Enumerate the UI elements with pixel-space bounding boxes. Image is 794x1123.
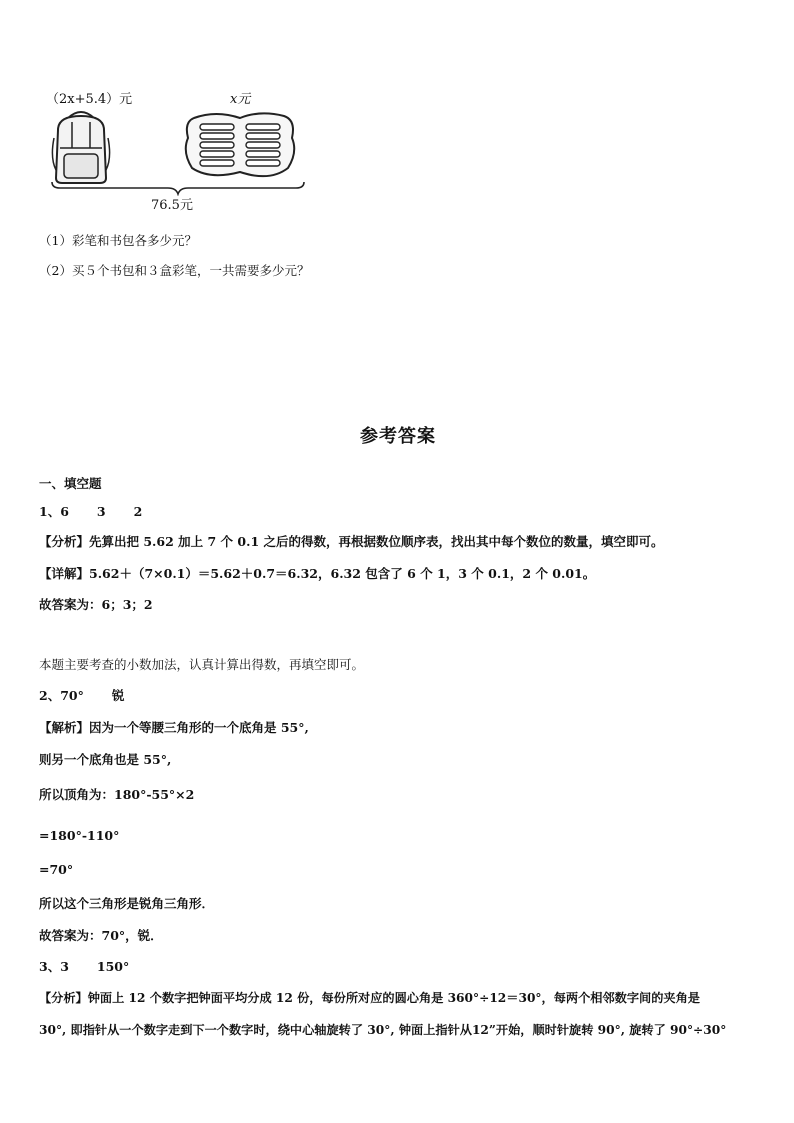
q3-line-1: 【分析】钟面上 12 个数字把钟面平均分成 12 份，每份所对应的圆心角是 360°÷12＝30°，每两个相邻数字间的夹角是 — [39, 991, 700, 1005]
q1-comment: 本题主要考查的小数加法，认真计算出得数，再填空即可。 — [39, 657, 365, 672]
word-problem-figure — [40, 80, 310, 215]
q2-number: 2、70° — [39, 688, 84, 703]
q1-blank-a: 3 — [96, 504, 106, 519]
q3-answer-line — [39, 957, 129, 975]
q1-blank-b: 2 — [133, 504, 143, 519]
question-1: （1）彩笔和书包各多少元？ — [39, 233, 197, 248]
q1-answer-line — [39, 502, 142, 520]
q3-line-2: 30°, 即指针从一个数字走到下一个数字时，绕中心轴旋转了 30°, 钟面上指针从12”开始，顺时针旋转 90°, 旋转了 90°÷30° — [39, 1023, 727, 1037]
q2-blank-a: 锐 — [111, 688, 125, 703]
total-label: 76.5元 — [151, 198, 193, 213]
q1-answer: 故答案为：6；3；2 — [39, 597, 153, 612]
pen-price-label: x元 — [230, 92, 251, 107]
question-2: （2）买５个书包和３盒彩笔，一共需要多少元？ — [39, 263, 310, 278]
answer-title: 参考答案 — [360, 426, 436, 447]
q2-answer: 故答案为：70°，锐． — [39, 928, 163, 943]
q1-detail: 【详解】5.62＋（7×0.1）＝5.62＋0.7＝6.32，6.32 包含了 6 个 1，3 个 0.1，2 个 0.01。 — [39, 566, 596, 581]
q2-line-5: =70° — [39, 862, 74, 877]
q2-answer-line — [39, 686, 124, 704]
q2-line-2: 则另一个底角也是 55°, — [39, 752, 172, 767]
q2-line-1: 【解析】因为一个等腰三角形的一个底角是 55°, — [39, 720, 309, 735]
q3-blank-a: 150° — [96, 959, 130, 974]
schoolbag-icon — [50, 108, 112, 186]
colored-pens-icon — [180, 108, 300, 182]
q2-line-6: 所以这个三角形是锐角三角形． — [39, 896, 215, 911]
q1-number: 1、6 — [39, 504, 69, 519]
bag-price-label: （2x+5.4）元 — [46, 92, 133, 107]
q3-number: 3、3 — [39, 959, 69, 974]
q2-line-3: 所以顶角为：180°-55°×2 — [39, 787, 195, 802]
q2-line-4: =180°-110° — [39, 828, 120, 843]
section-heading: 一、填空题 — [39, 476, 102, 491]
q1-analysis: 【分析】先算出把 5.62 加上 7 个 0.1 之后的得数，再根据数位顺序表，找出其中每个数位的数量，填空即可。 — [39, 534, 664, 549]
